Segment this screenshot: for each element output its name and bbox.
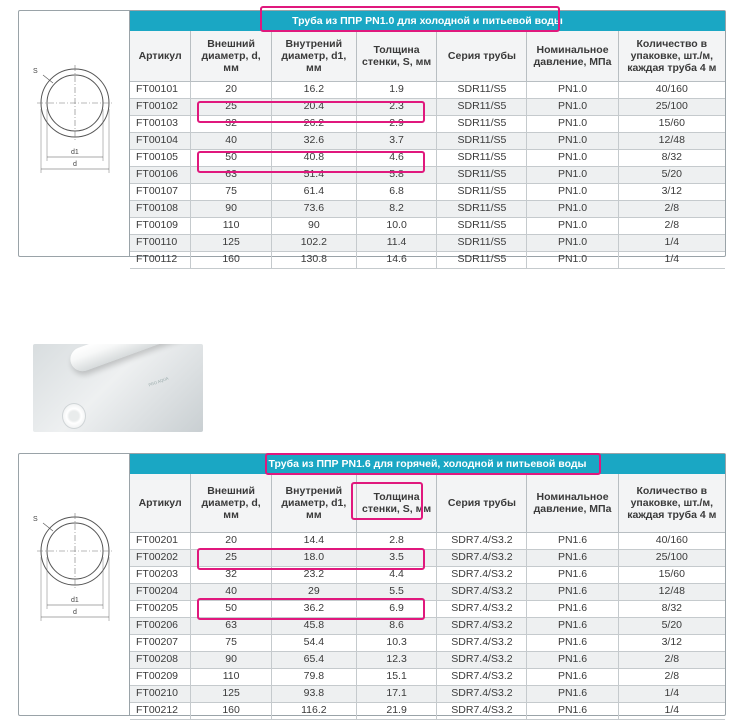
cell-package-quantity: 2/8 [618,200,725,217]
cell-pipe-series: SDR11/S5 [437,234,527,251]
cell-inner-diameter: 79.8 [271,668,356,685]
cell-article: FT00108 [130,200,191,217]
table-row [130,251,725,268]
cell-outer-diameter: 160 [191,251,272,268]
cell-nominal-pressure: PN1.0 [527,149,618,166]
cell-package-quantity: 12/48 [618,583,725,600]
cell-inner-diameter: 102.2 [271,234,356,251]
cell-wall-thickness: 8.6 [356,617,437,634]
header-nominal-pressure: Номинальное давление, МПа [527,474,618,532]
table-row [130,600,725,617]
header-pipe-series: Серия трубы [437,474,527,532]
cell-pipe-series: SDR7.4/S3.2 [437,651,527,668]
cell-package-quantity: 15/60 [618,115,725,132]
label-d: d [73,161,77,168]
cell-article: FT00107 [130,183,191,200]
table-row [130,668,725,685]
label-d: d [73,609,77,616]
cell-article: FT00109 [130,217,191,234]
cell-wall-thickness: 2.3 [356,98,437,115]
cell-nominal-pressure: PN1.6 [527,532,618,549]
cell-wall-thickness: 2.8 [356,532,437,549]
cell-nominal-pressure: PN1.6 [527,583,618,600]
cell-outer-diameter: 90 [191,651,272,668]
header-package-quantity: Количество в упаковке, шт./м, каждая труба 4 м [618,31,725,81]
cell-article: FT00101 [130,81,191,98]
pipe-cross-section-diagram [19,11,130,256]
cell-outer-diameter: 32 [191,115,272,132]
cell-outer-diameter: 63 [191,617,272,634]
cell-inner-diameter: 54.4 [271,634,356,651]
cell-pipe-series: SDR7.4/S3.2 [437,617,527,634]
cell-nominal-pressure: PN1.0 [527,98,618,115]
cell-outer-diameter: 63 [191,166,272,183]
cell-pipe-series: SDR7.4/S3.2 [437,566,527,583]
cell-article: FT00207 [130,634,191,651]
cell-inner-diameter: 14.4 [271,532,356,549]
cell-pipe-series: SDR11/S5 [437,115,527,132]
cell-outer-diameter: 125 [191,685,272,702]
pipe-cross-section-diagram [19,454,130,715]
table-row [130,685,725,702]
cell-article: FT00201 [130,532,191,549]
table-row [130,702,725,719]
cell-nominal-pressure: PN1.6 [527,702,618,719]
header-inner-diameter: Внутрений диаметр, d1, мм [271,31,356,81]
cell-pipe-series: SDR11/S5 [437,132,527,149]
table-row [130,583,725,600]
table-title: Труба из ППР PN1.6 для горячей, холодной и питьевой воды [130,454,725,474]
pipe-table-pn10 [18,10,726,265]
cell-wall-thickness: 14.6 [356,251,437,268]
cell-pipe-series: SDR11/S5 [437,200,527,217]
table-row [130,532,725,549]
label-s: S [33,516,38,523]
cell-pipe-series: SDR7.4/S3.2 [437,600,527,617]
cell-outer-diameter: 90 [191,200,272,217]
cell-nominal-pressure: PN1.0 [527,200,618,217]
cell-wall-thickness: 3.7 [356,132,437,149]
table-body [130,81,725,268]
cell-package-quantity: 40/160 [618,532,725,549]
table-row [130,200,725,217]
table-body [130,532,725,719]
cell-package-quantity: 2/8 [618,217,725,234]
cell-article: FT00203 [130,566,191,583]
table-row [130,566,725,583]
cell-outer-diameter: 25 [191,98,272,115]
cell-nominal-pressure: PN1.0 [527,251,618,268]
cell-article: FT00202 [130,549,191,566]
cell-package-quantity: 5/20 [618,617,725,634]
header-wall-thickness: Толщина стенки, S, мм [356,474,437,532]
table-header-row [130,31,725,81]
cell-wall-thickness: 5.8 [356,166,437,183]
header-article: Артикул [130,474,191,532]
cell-inner-diameter: 36.2 [271,600,356,617]
header-nominal-pressure: Номинальное давление, МПа [527,31,618,81]
cell-article: FT00204 [130,583,191,600]
cell-outer-diameter: 32 [191,566,272,583]
cell-inner-diameter: 23.2 [271,566,356,583]
cell-wall-thickness: 11.4 [356,234,437,251]
table-row [130,81,725,98]
cell-pipe-series: SDR11/S5 [437,217,527,234]
header-outer-diameter: Внешний диаметр, d, мм [191,474,272,532]
header-outer-diameter: Внешний диаметр, d, мм [191,31,272,81]
table-row [130,234,725,251]
pipe-print-text: PRO AQUA [147,375,170,388]
cell-inner-diameter: 61.4 [271,183,356,200]
cell-article: FT00210 [130,685,191,702]
table-row [130,98,725,115]
cell-inner-diameter: 73.6 [271,200,356,217]
cell-nominal-pressure: PN1.6 [527,634,618,651]
header-inner-diameter: Внутрений диаметр, d1, мм [271,474,356,532]
pipe-section-icon [33,509,117,627]
cell-nominal-pressure: PN1.0 [527,166,618,183]
table-title: Труба из ППР PN1.0 для холодной и питьевой воды [130,11,725,31]
cell-nominal-pressure: PN1.0 [527,217,618,234]
cell-wall-thickness: 10.3 [356,634,437,651]
cell-pipe-series: SDR11/S5 [437,149,527,166]
cell-inner-diameter: 32.6 [271,132,356,149]
table-row [130,183,725,200]
cell-outer-diameter: 160 [191,702,272,719]
cell-pipe-series: SDR11/S5 [437,183,527,200]
cell-outer-diameter: 75 [191,183,272,200]
cell-wall-thickness: 21.9 [356,702,437,719]
cell-inner-diameter: 93.8 [271,685,356,702]
cell-nominal-pressure: PN1.0 [527,115,618,132]
cell-article: FT00205 [130,600,191,617]
cell-inner-diameter: 29 [271,583,356,600]
cell-outer-diameter: 75 [191,634,272,651]
cell-pipe-series: SDR11/S5 [437,251,527,268]
cell-article: FT00105 [130,149,191,166]
header-pipe-series: Серия трубы [437,31,527,81]
cell-package-quantity: 5/20 [618,166,725,183]
cell-wall-thickness: 12.3 [356,651,437,668]
cell-package-quantity: 1/4 [618,685,725,702]
cell-pipe-series: SDR11/S5 [437,98,527,115]
cell-wall-thickness: 10.0 [356,217,437,234]
cell-inner-diameter: 116.2 [271,702,356,719]
cell-package-quantity: 2/8 [618,668,725,685]
table-row [130,651,725,668]
cell-wall-thickness: 4.4 [356,566,437,583]
label-s: S [33,68,38,75]
cell-article: FT00103 [130,115,191,132]
cell-pipe-series: SDR11/S5 [437,81,527,98]
pipe-body-image [67,344,203,375]
table-row [130,617,725,634]
cell-pipe-series: SDR7.4/S3.2 [437,532,527,549]
table-row [130,132,725,149]
cell-wall-thickness: 4.6 [356,149,437,166]
cell-article: FT00206 [130,617,191,634]
pipe-section-icon [33,61,117,179]
cell-package-quantity: 25/100 [618,549,725,566]
cell-nominal-pressure: PN1.0 [527,234,618,251]
table-row [130,166,725,183]
pipe-spec-table [130,474,725,720]
cell-wall-thickness: 6.9 [356,600,437,617]
cell-outer-diameter: 25 [191,549,272,566]
cell-nominal-pressure: PN1.6 [527,566,618,583]
cell-pipe-series: SDR7.4/S3.2 [437,549,527,566]
cell-article: FT00102 [130,98,191,115]
cell-article: FT00209 [130,668,191,685]
cell-package-quantity: 8/32 [618,600,725,617]
cell-wall-thickness: 3.5 [356,549,437,566]
cell-package-quantity: 12/48 [618,132,725,149]
label-d1: d1 [71,597,79,604]
cell-outer-diameter: 40 [191,132,272,149]
pipe-product-photo [33,344,203,432]
table-row [130,549,725,566]
pipe-spec-table [130,31,725,269]
cell-outer-diameter: 20 [191,532,272,549]
table-row [130,217,725,234]
cell-wall-thickness: 17.1 [356,685,437,702]
cell-nominal-pressure: PN1.6 [527,651,618,668]
table-row [130,149,725,166]
table-header-row [130,474,725,532]
cell-article: FT00110 [130,234,191,251]
cell-pipe-series: SDR7.4/S3.2 [437,702,527,719]
header-package-quantity: Количество в упаковке, шт./м, каждая труба 4 м [618,474,725,532]
cell-inner-diameter: 20.4 [271,98,356,115]
cell-outer-diameter: 50 [191,600,272,617]
cell-nominal-pressure: PN1.6 [527,685,618,702]
cell-outer-diameter: 125 [191,234,272,251]
cell-inner-diameter: 18.0 [271,549,356,566]
cell-inner-diameter: 26.2 [271,115,356,132]
cell-package-quantity: 3/12 [618,634,725,651]
cell-wall-thickness: 2.9 [356,115,437,132]
pipe-end-image [62,403,86,429]
cell-pipe-series: SDR7.4/S3.2 [437,668,527,685]
cell-outer-diameter: 110 [191,668,272,685]
cell-outer-diameter: 40 [191,583,272,600]
table-row [130,115,725,132]
cell-inner-diameter: 90 [271,217,356,234]
cell-inner-diameter: 65.4 [271,651,356,668]
cell-wall-thickness: 8.2 [356,200,437,217]
table-row [130,634,725,651]
cell-wall-thickness: 1.9 [356,81,437,98]
cell-inner-diameter: 45.8 [271,617,356,634]
cell-nominal-pressure: PN1.0 [527,183,618,200]
cell-article: FT00106 [130,166,191,183]
cell-nominal-pressure: PN1.0 [527,132,618,149]
cell-wall-thickness: 5.5 [356,583,437,600]
cell-article: FT00208 [130,651,191,668]
cell-wall-thickness: 6.8 [356,183,437,200]
header-article: Артикул [130,31,191,81]
cell-package-quantity: 40/160 [618,81,725,98]
pipe-table-pn16 [18,453,726,716]
cell-nominal-pressure: PN1.0 [527,81,618,98]
cell-article: FT00212 [130,702,191,719]
cell-inner-diameter: 16.2 [271,81,356,98]
label-d1: d1 [71,149,79,156]
cell-inner-diameter: 51.4 [271,166,356,183]
cell-package-quantity: 8/32 [618,149,725,166]
cell-outer-diameter: 50 [191,149,272,166]
cell-package-quantity: 1/4 [618,251,725,268]
cell-nominal-pressure: PN1.6 [527,668,618,685]
cell-package-quantity: 1/4 [618,234,725,251]
cell-article: FT00112 [130,251,191,268]
cell-inner-diameter: 40.8 [271,149,356,166]
cell-outer-diameter: 20 [191,81,272,98]
cell-pipe-series: SDR7.4/S3.2 [437,685,527,702]
cell-package-quantity: 1/4 [618,702,725,719]
cell-package-quantity: 3/12 [618,183,725,200]
cell-outer-diameter: 110 [191,217,272,234]
cell-pipe-series: SDR11/S5 [437,166,527,183]
cell-pipe-series: SDR7.4/S3.2 [437,583,527,600]
cell-article: FT00104 [130,132,191,149]
cell-wall-thickness: 15.1 [356,668,437,685]
cell-package-quantity: 25/100 [618,98,725,115]
cell-package-quantity: 15/60 [618,566,725,583]
cell-package-quantity: 2/8 [618,651,725,668]
cell-nominal-pressure: PN1.6 [527,617,618,634]
cell-nominal-pressure: PN1.6 [527,600,618,617]
cell-pipe-series: SDR7.4/S3.2 [437,634,527,651]
header-wall-thickness: Толщина стенки, S, мм [356,31,437,81]
cell-nominal-pressure: PN1.6 [527,549,618,566]
cell-inner-diameter: 130.8 [271,251,356,268]
